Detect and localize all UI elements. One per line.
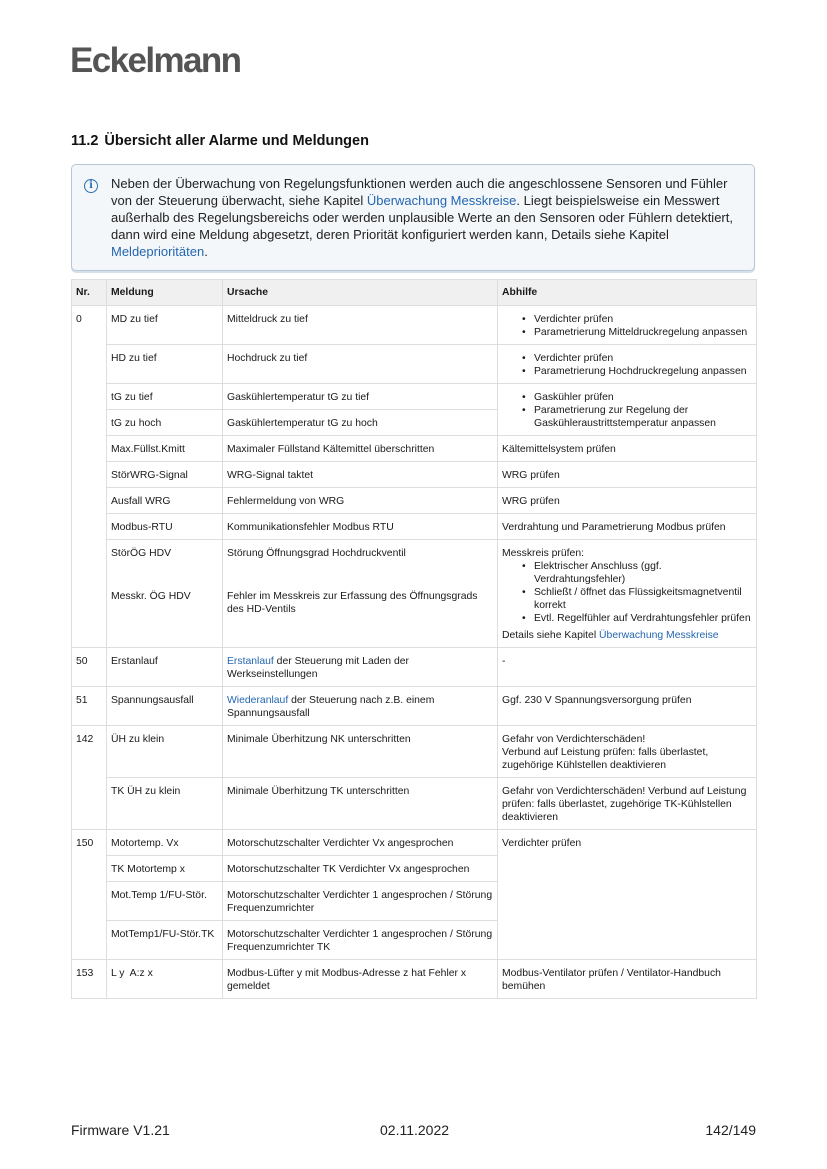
cell-ursache: Störung Öffnungsgrad Hochdruckventil: [223, 540, 498, 583]
cell-meldung: StörÖG HDV: [107, 540, 223, 583]
cell-ursache: [223, 687, 498, 726]
table-row: [72, 960, 757, 999]
cell-ursache: Maximaler Füllstand Kältemittel überschritten: [223, 436, 498, 462]
cell-ursache: Modbus-Lüfter y mit Modbus-Adresse z hat Fehler x gemeldet: [223, 960, 498, 999]
link-wiederanlauf[interactable]: Wiederanlauf: [227, 695, 289, 706]
cell-abhilfe: Modbus-Ventilator prüfen / Ventilator-Handbuch bemühen: [498, 960, 757, 999]
abhilfe-line: Verbund auf Leistung prüfen: falls überlastet, zugehörige Kühlstellen deaktivieren: [502, 747, 709, 771]
section-number: 11.2: [71, 133, 99, 149]
list-item: • Parametrierung zur Regelung der Gaskühleraustrittstemperatur anpassen: [522, 404, 752, 430]
cell-meldung: L y A:z x: [107, 960, 223, 999]
footer-page-number: 142/149: [705, 1122, 756, 1138]
header-abhilfe: Abhilfe: [498, 280, 757, 306]
info-text: [111, 175, 746, 260]
table-row: [72, 514, 757, 540]
cell-abhilfe: [498, 306, 757, 345]
cell-abhilfe: [498, 384, 757, 436]
list-item: • Verdichter prüfen: [522, 352, 752, 365]
cell-meldung: Modbus-RTU: [107, 514, 223, 540]
link-ueberwachung-messkreise-2[interactable]: Überwachung Messkreise: [599, 630, 719, 641]
cell-meldung: Motortemp. Vx: [107, 830, 223, 856]
list-item: • Gaskühler prüfen: [522, 391, 752, 404]
cell-ursache: Mitteldruck zu tief: [223, 306, 498, 345]
cell-meldung: Max.Füllst.Kmitt: [107, 436, 223, 462]
table-row: [72, 540, 757, 583]
ursache-text: der Steuerung mit Laden der Werkseinstellungen: [227, 656, 409, 680]
footer-firmware: Firmware V1.21: [71, 1122, 170, 1138]
list-item: • Parametrierung Hochdruckregelung anpassen: [522, 365, 752, 378]
table-row: [72, 830, 757, 856]
ursache-text: der Steuerung nach z.B. einem Spannungsausfall: [227, 695, 435, 719]
cell-nr: 142: [72, 726, 107, 830]
abhilfe-list: [502, 313, 752, 339]
cell-ursache: Fehlermeldung von WRG: [223, 488, 498, 514]
cell-nr: 50: [72, 648, 107, 687]
cell-ursache: Minimale Überhitzung NK unterschritten: [223, 726, 498, 778]
cell-meldung: tG zu tief: [107, 384, 223, 410]
cell-abhilfe: Kältemittelsystem prüfen: [498, 436, 757, 462]
abhilfe-line: Gefahr von Verdichterschäden!: [502, 734, 646, 745]
cell-meldung: Spannungsausfall: [107, 687, 223, 726]
cell-meldung: StörWRG-Signal: [107, 462, 223, 488]
table-row: [72, 345, 757, 384]
table-header-row: [72, 280, 757, 306]
cell-meldung: HD zu tief: [107, 345, 223, 384]
cell-meldung: TK Motortemp x: [107, 856, 223, 882]
abhilfe-list: [502, 391, 752, 430]
info-box: [71, 164, 755, 271]
abhilfe-intro: Messkreis prüfen:: [502, 548, 584, 559]
cell-ursache: Fehler im Messkreis zur Erfassung des Öffnungsgrads des HD-Ventils: [223, 583, 498, 648]
link-meldeprioritaeten[interactable]: Meldeprioritäten: [111, 244, 205, 259]
cell-ursache: Gaskühlertemperatur tG zu hoch: [223, 410, 498, 436]
table-row: [72, 687, 757, 726]
list-item: • Verdichter prüfen: [522, 313, 752, 326]
cell-nr: 51: [72, 687, 107, 726]
cell-ursache: WRG-Signal taktet: [223, 462, 498, 488]
cell-abhilfe: WRG prüfen: [498, 488, 757, 514]
table-row: [72, 648, 757, 687]
cell-abhilfe: Verdichter prüfen: [498, 830, 757, 960]
cell-abhilfe: [498, 726, 757, 778]
cell-ursache: Gaskühlertemperatur tG zu tief: [223, 384, 498, 410]
section-title: [71, 133, 369, 149]
abhilfe-note: [502, 629, 752, 642]
table-row: [72, 488, 757, 514]
cell-meldung: MotTemp1/FU-Stör.TK: [107, 921, 223, 960]
cell-abhilfe: [498, 345, 757, 384]
cell-ursache: Motorschutzschalter Verdichter 1 angesprochen / Störung Frequenzumrichter TK: [223, 921, 498, 960]
cell-ursache: Kommunikationsfehler Modbus RTU: [223, 514, 498, 540]
cell-ursache: Motorschutzschalter Verdichter 1 angesprochen / Störung Frequenzumrichter: [223, 882, 498, 921]
table-row: [72, 306, 757, 345]
cell-ursache: Minimale Überhitzung TK unterschritten: [223, 778, 498, 830]
cell-meldung: Mot.Temp 1/FU-Stör.: [107, 882, 223, 921]
list-item: • Evtl. Regelfühler auf Verdrahtungsfehler prüfen: [522, 612, 752, 625]
cell-ursache: Hochdruck zu tief: [223, 345, 498, 384]
info-icon: i: [84, 179, 98, 193]
cell-abhilfe: WRG prüfen: [498, 462, 757, 488]
cell-abhilfe: Gefahr von Verdichterschäden! Verbund auf Leistung prüfen: falls überlastet, zugehörige TK-Kühlstellen deaktivieren: [498, 778, 757, 830]
table-row: [72, 726, 757, 778]
alarm-table: [71, 279, 757, 999]
cell-nr: 0: [72, 306, 107, 648]
cell-meldung: Erstanlauf: [107, 648, 223, 687]
table-row: [72, 462, 757, 488]
list-item: • Elektrischer Anschluss (ggf. Verdrahtungsfehler): [522, 560, 752, 586]
list-item: • Parametrierung Mitteldruckregelung anpassen: [522, 326, 752, 339]
section-title-text: Übersicht aller Alarme und Meldungen: [104, 133, 369, 149]
link-ueberwachung-messkreise[interactable]: Überwachung Messkreise: [366, 193, 517, 208]
cell-meldung: tG zu hoch: [107, 410, 223, 436]
footer-date: 02.11.2022: [380, 1122, 450, 1138]
link-erstanlauf[interactable]: Erstanlauf: [227, 656, 274, 667]
cell-meldung: TK ÜH zu klein: [107, 778, 223, 830]
cell-meldung: Ausfall WRG: [107, 488, 223, 514]
cell-abhilfe: Ggf. 230 V Spannungsversorgung prüfen: [498, 687, 757, 726]
cell-nr: 153: [72, 960, 107, 999]
cell-abhilfe: -: [498, 648, 757, 687]
cell-ursache: Motorschutzschalter Verdichter Vx angesprochen: [223, 830, 498, 856]
cell-meldung: Messkr. ÖG HDV: [107, 583, 223, 648]
table-row: [72, 436, 757, 462]
eckelmann-logo: Eckelmann: [70, 41, 241, 80]
table-row: [72, 778, 757, 830]
info-text-part: . Liegt beispielsweise ein Messwert außerhalb des Regelungsbereichs oder werden unplausible Werte an den Sensoren oder Fühlern detektiert, dann wird eine Meldung abgesetzt, deren Priorität konfiguriert werden kann, Details siehe Kapitel: [111, 193, 733, 242]
header-meldung: Meldung: [107, 280, 223, 306]
cell-ursache: [223, 648, 498, 687]
cell-abhilfe: [498, 540, 757, 648]
info-text-part: Neben der Überwachung von Regelungsfunktionen werden auch die angeschlossene Sensoren und Fühler von der Steuerung überwacht, siehe Kapitel: [111, 176, 728, 208]
cell-meldung: ÜH zu klein: [107, 726, 223, 778]
cell-ursache: Motorschutzschalter TK Verdichter Vx angesprochen: [223, 856, 498, 882]
cell-abhilfe: Verdrahtung und Parametrierung Modbus prüfen: [498, 514, 757, 540]
abhilfe-list: [502, 352, 752, 378]
cell-meldung: MD zu tief: [107, 306, 223, 345]
note-text: Details siehe Kapitel: [502, 630, 600, 641]
info-text-part: .: [204, 244, 208, 259]
header-ursache: Ursache: [223, 280, 498, 306]
header-nr: Nr.: [72, 280, 107, 306]
abhilfe-list: [502, 560, 752, 625]
table-row: [72, 384, 757, 410]
cell-nr: 150: [72, 830, 107, 960]
list-item: • Schließt / öffnet das Flüssigkeitsmagnetventil korrekt: [522, 586, 752, 612]
